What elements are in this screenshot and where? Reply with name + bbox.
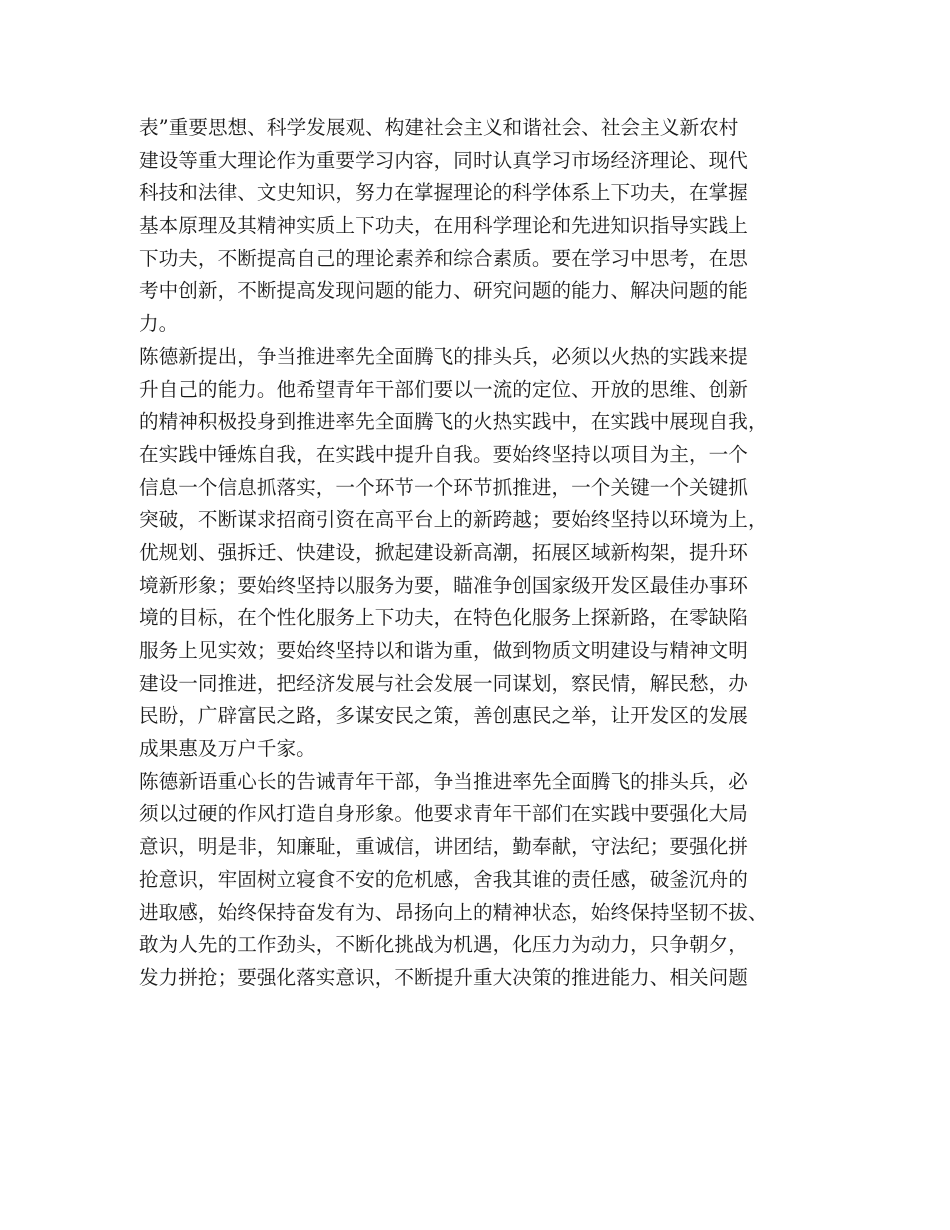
paragraph-3: [139, 766, 829, 995]
text-line: 优规划、强拆迁、快建设，掀起建设新高潮，拓展区域新构架，提升环: [139, 540, 748, 564]
text-line: 抢意识，牢固树立寝食不安的危机感，舍我其谁的责任感，破釜沉舟的: [139, 867, 748, 891]
text-line: 考中创新，不断提高发现问题的能力、研究问题的能力、解决问题的能: [139, 279, 748, 303]
paragraph-1: [139, 112, 829, 341]
text-line: 发力拼抢；要强化落实意识，不断提升重大决策的推进能力、相关问题: [139, 965, 748, 989]
text-line: 民盼，广辟富民之路，多谋安民之策，善创惠民之举，让开发区的发展: [139, 704, 748, 728]
text-line: 陈德新提出，争当推进率先全面腾飞的排头兵，必须以火热的实践来提: [139, 344, 748, 368]
text-line: 陈德新语重心长的告诫青年干部，争当推进率先全面腾飞的排头兵，必: [139, 769, 748, 793]
text-line: 敢为人先的工作劲头，不断化挑战为机遇，化压力为动力，只争朝夕，: [139, 933, 748, 957]
text-line: 服务上见实效；要始终坚持以和谐为重，做到物质文明建设与精神文明: [139, 639, 748, 662]
text-line: 信息一个信息抓落实，一个环节一个环节抓推进，一个关键一个关键抓: [139, 475, 748, 499]
text-line: 建设一同推进，把经济发展与社会发展一同谋划，察民情，解民愁，办: [139, 671, 748, 695]
text-line: 升自己的能力。他希望青年干部们要以一流的定位、开放的思维、创新: [139, 377, 748, 401]
text-line: 建设等重大理论作为重要学习内容，同时认真学习市场经济理论、现代: [139, 148, 748, 172]
text-line: 境的目标，在个性化服务上下功夫，在特色化服务上探新路，在零缺陷: [139, 606, 748, 630]
text-line: 成果惠及万户千家。: [139, 737, 316, 761]
text-line: 的精神积极投身到推进率先全面腾飞的火热实践中，在实践中展现自我，: [139, 410, 768, 434]
text-line: 下功夫，不断提高自己的理论素养和综合素质。要在学习中思考，在思: [139, 246, 748, 270]
text-line: 力。: [139, 312, 179, 336]
paragraph-2: [139, 341, 829, 766]
text-line: 在实践中锤炼自我，在实践中提升自我。要始终坚持以项目为主，一个: [139, 442, 748, 466]
text-line: 意识，明是非，知廉耻，重诚信，讲团结，勤奉献，守法纪；要强化拼: [139, 835, 748, 859]
text-line: 境新形象；要始终坚持以服务为要，瞄准争创国家级开发区最佳办事环: [139, 573, 748, 597]
text-line: 须以过硬的作风打造自身形象。他要求青年干部们在实践中要强化大局: [139, 802, 748, 826]
text-line: 科技和法律、文史知识，努力在掌握理论的科学体系上下功夫，在掌握: [139, 181, 748, 205]
text-line: 进取感，始终保持奋发有为、昂扬向上的精神状态，始终保持坚韧不拔、: [139, 900, 768, 924]
text-line: 表”重要思想、科学发展观、构建社会主义和谐社会、社会主义新农村: [139, 116, 739, 139]
text-line: 突破，不断谋求招商引资在高平台上的新跨越；要始终坚持以环境为上，: [139, 508, 768, 532]
text-line: 基本原理及其精神实质上下功夫，在用科学理论和先进知识指导实践上: [139, 214, 748, 238]
document-body: [139, 112, 829, 995]
